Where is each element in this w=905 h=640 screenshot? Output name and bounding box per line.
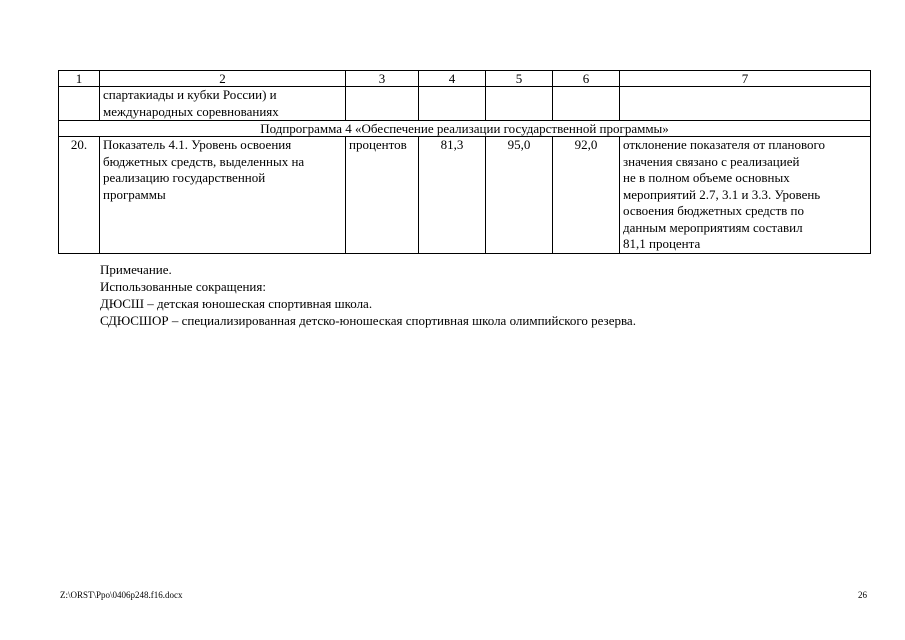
value-col-4: 81,3 (419, 137, 486, 254)
note-title: Примечание. (100, 262, 172, 277)
header-col-1: 1 (59, 71, 100, 87)
file-path: Z:\ORST\Ppo\0406p248.f16.docx (60, 590, 183, 600)
page-number: 26 (858, 590, 867, 600)
indicator-name: Показатель 4.1. Уровень освоения бюджетных средств, выделенных на реализацию государственной программы (100, 137, 346, 254)
indicator-table (58, 70, 871, 254)
continuation-text: спартакиады и кубки России) и международных соревнованиях (100, 87, 346, 121)
subprogram-row (59, 121, 871, 137)
value-col-6: 92,0 (553, 137, 620, 254)
table-row (59, 137, 871, 254)
abbrev-item: СДЮСШОР – специализированная детско-юношеская спортивная школа олимпийского резерва. (100, 313, 636, 328)
abbrev-title: Использованные сокращения: (100, 279, 266, 294)
header-col-7: 7 (620, 71, 871, 87)
header-col-4: 4 (419, 71, 486, 87)
subprogram-title: Подпрограмма 4 «Обеспечение реализации государственной программы» (59, 121, 871, 137)
header-col-5: 5 (486, 71, 553, 87)
comment-cell: отклонение показателя от планового значения связано с реализацией не в полном объеме основных мероприятий 2.7, 3.1 и 3.3. Уровень освоения бюджетных средств по данным мероприятиям составил 81,1 процента (620, 137, 871, 254)
header-col-3: 3 (346, 71, 419, 87)
notes-section (100, 261, 860, 329)
row-number: 20. (59, 137, 100, 254)
header-col-6: 6 (553, 71, 620, 87)
unit-cell: процентов (346, 137, 419, 254)
table-header-row (59, 71, 871, 87)
abbrev-item: ДЮСШ – детская юношеская спортивная школа. (100, 296, 373, 311)
continuation-row (59, 87, 871, 121)
value-col-5: 95,0 (486, 137, 553, 254)
header-col-2: 2 (100, 71, 346, 87)
